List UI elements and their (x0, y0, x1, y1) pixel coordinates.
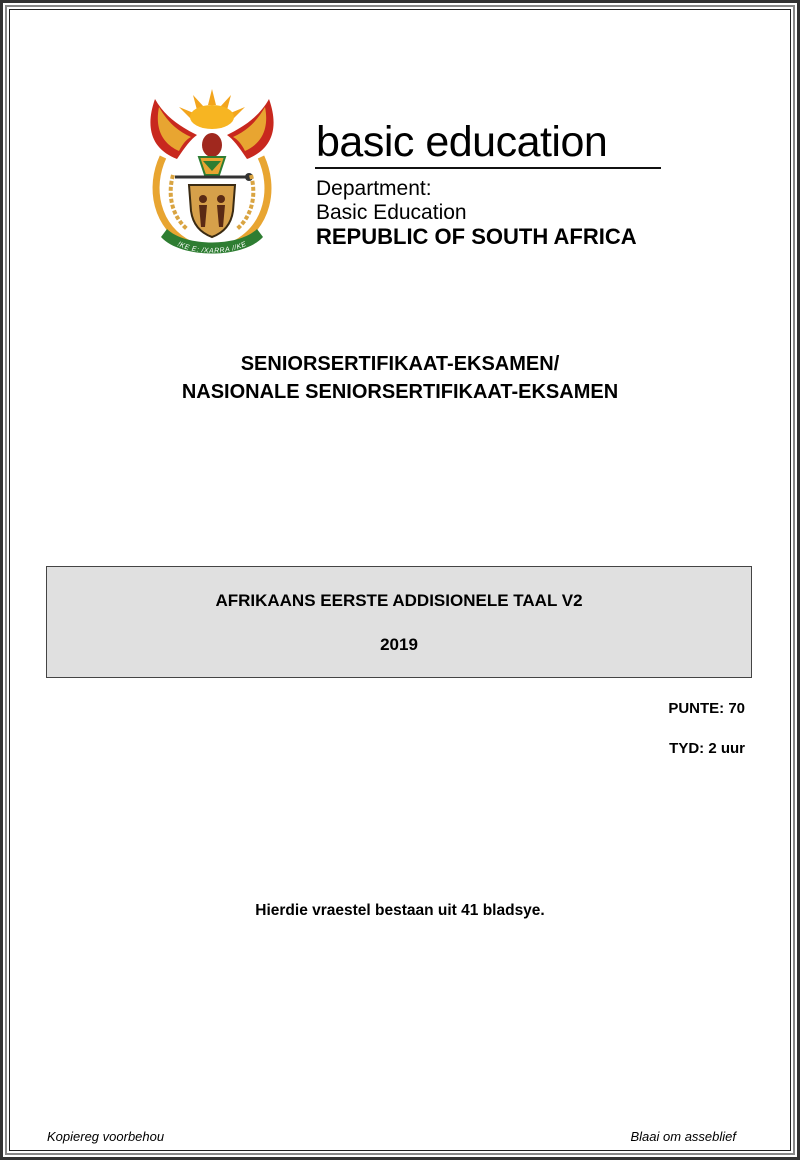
country-name: REPUBLIC OF SOUTH AFRICA (316, 224, 637, 249)
south-africa-coat-of-arms-icon (141, 87, 283, 259)
footer-copyright: Kopiereg voorbehou (47, 1129, 165, 1144)
sun-rays (179, 89, 245, 129)
brand-title: basic education (316, 118, 608, 166)
exam-title-line-2: NASIONALE SENIORSERTIFIKAAT-EKSAMEN (181, 381, 619, 403)
subject-box (46, 566, 752, 678)
department-brand (315, 119, 661, 249)
brand-divider (315, 167, 661, 169)
time-label: TYD: 2 uur (669, 740, 745, 757)
department-name: Basic Education (316, 201, 467, 224)
exam-title (3, 350, 797, 406)
department-label: Department: (316, 177, 432, 200)
coat-of-arms-motto: !KE E: /XARRA //KE (176, 240, 248, 255)
marks-label: PUNTE: 70 (668, 700, 745, 717)
subject-name: AFRIKAANS EERSTE ADDISIONELE TAAL V2 (215, 591, 583, 610)
page-count-note: Hierdie vraestel bestaan uit 41 bladsye. (255, 902, 545, 919)
exam-title-line-1: SENIORSERTIFIKAAT-EKSAMEN/ (240, 353, 560, 375)
exam-year: 2019 (380, 635, 418, 654)
footer-turn-page: Blaai om asseblief (630, 1129, 736, 1144)
